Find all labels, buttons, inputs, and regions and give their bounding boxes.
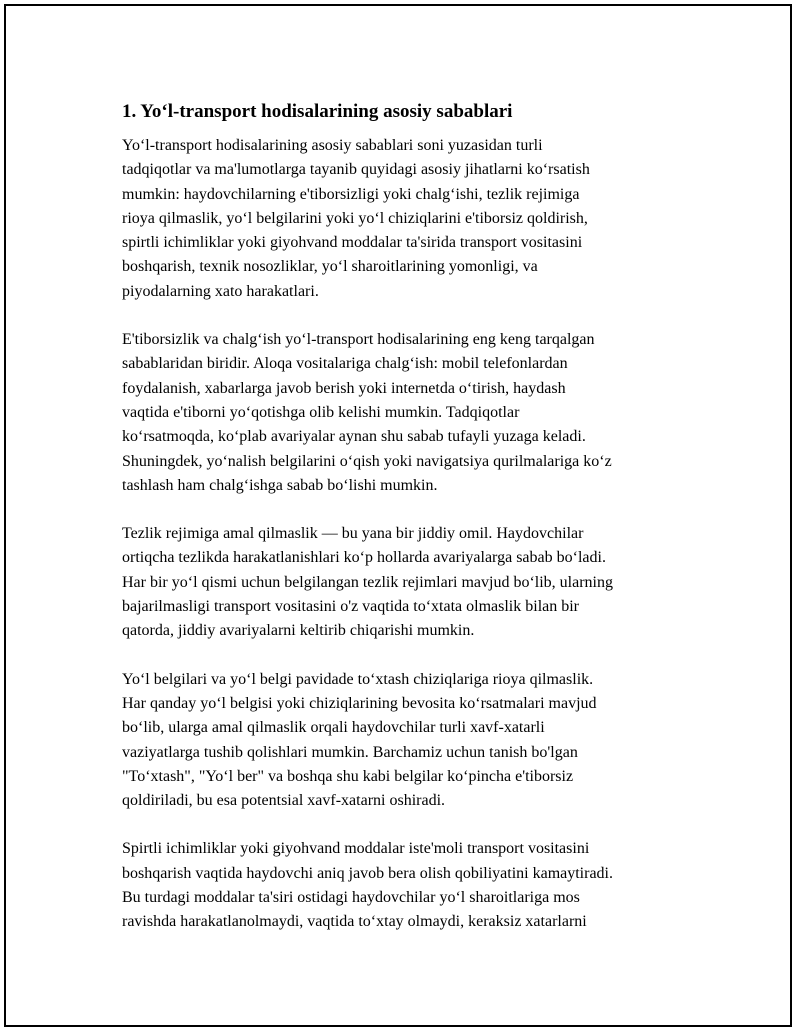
text-line: boshqarish vaqtida haydovchi aniq javob bera olish qobiliyatini kamaytiradi.: [122, 864, 613, 882]
paragraph-list: [122, 134, 702, 935]
text-line: Yo‘l belgilari va yo‘l belgi pavidade to‘xtash chiziqlariga rioya qilmaslik.: [122, 670, 594, 688]
paragraph: [122, 837, 702, 934]
text-line: rioya qilmaslik, yo‘l belgilarini yoki yo‘l chiziqlarini e'tiborsiz qoldirish,: [122, 209, 588, 227]
text-line: Tezlik rejimiga amal qilmaslik — bu yana bir jiddiy omil. Haydovchilar: [122, 525, 584, 543]
text-line: qoldiriladi, bu esa potentsial xavf-xatarni oshiradi.: [122, 792, 446, 810]
text-line: boshqarish, texnik nosozliklar, yo‘l sharoitlarining yomonligi, va: [122, 258, 538, 276]
text-line: vaqtida e'tiborni yo‘qotishga olib kelishi mumkin. Tadqiqotlar: [122, 403, 520, 421]
text-line: tadqiqotlar va ma'lumotlarga tayanib quyidagi asosiy jihatlarni ko‘rsatish: [122, 161, 590, 179]
paragraph: [122, 134, 702, 304]
text-line: spirtli ichimliklar yoki giyohvand moddalar ta'sirida transport vositasini: [122, 234, 583, 252]
paragraph: [122, 328, 702, 498]
text-line: qatorda, jiddiy avariyalarni keltirib chiqarishi mumkin.: [122, 622, 475, 640]
text-line: vaziyatlarga tushib qolishlari mumkin. Barchamiz uchun tanish bo'lgan: [122, 743, 578, 761]
text-line: "To‘xtash", "Yo‘l ber" va boshqa shu kabi belgilar ko‘pincha e'tiborsiz: [122, 767, 574, 785]
text-line: bajarilmasligi transport vositasini o'z vaqtida to‘xtata olmaslik bilan bir: [122, 598, 580, 616]
text-line: E'tiborsizlik va chalg‘ish yo‘l-transport hodisalarining eng keng tarqalgan: [122, 331, 595, 349]
text-line: ko‘rsatmoqda, ko‘plab avariyalar aynan shu sabab tufayli yuzaga keladi.: [122, 428, 586, 446]
text-line: Shuningdek, yo‘nalish belgilarini o‘qish yoki navigatsiya qurilmalariga ko‘z: [122, 452, 612, 470]
text-line: Bu turdagi moddalar ta'siri ostidagi haydovchilar yo‘l sharoitlariga mos: [122, 889, 580, 907]
text-line: sabablaridan biridir. Aloqa vositalariga chalg‘ish: mobil telefonlardan: [122, 355, 568, 373]
text-line: ravishda harakatlanolmaydi, vaqtida to‘xtay olmaydi, keraksiz xatarlarni: [122, 913, 587, 931]
section-heading: 1. Yo‘l-transport hodisalarining asosiy sabablari: [122, 101, 513, 122]
document-body: [122, 98, 702, 959]
text-line: ortiqcha tezlikda harakatlanishlari ko‘p hollarda avariyalarga sabab bo‘ladi.: [122, 549, 606, 567]
document-page: [4, 4, 792, 1027]
text-line: Har bir yo‘l qismi uchun belgilangan tezlik rejimlari mavjud bo‘lib, ularning: [122, 573, 613, 591]
paragraph: [122, 668, 702, 814]
text-line: piyodalarning xato harakatlari.: [122, 282, 319, 300]
text-line: mumkin: haydovchilarning e'tiborsizligi yoki chalg‘ishi, tezlik rejimiga: [122, 185, 580, 203]
text-line: bo‘lib, ularga amal qilmaslik orqali haydovchilar turli xavf-xatarli: [122, 719, 545, 737]
text-line: tashlash ham chalg‘ishga sabab bo‘lishi mumkin.: [122, 476, 438, 494]
text-line: Har qanday yo‘l belgisi yoki chiziqlarining bevosita ko‘rsatmalari mavjud: [122, 694, 597, 712]
paragraph: [122, 522, 702, 643]
text-line: Spirtli ichimliklar yoki giyohvand moddalar iste'moli transport vositasini: [122, 840, 590, 858]
text-line: Yo‘l-transport hodisalarining asosiy sabablari soni yuzasidan turli: [122, 137, 543, 154]
text-line: foydalanish, xabarlarga javob berish yoki internetda o‘tirish, haydash: [122, 379, 566, 397]
